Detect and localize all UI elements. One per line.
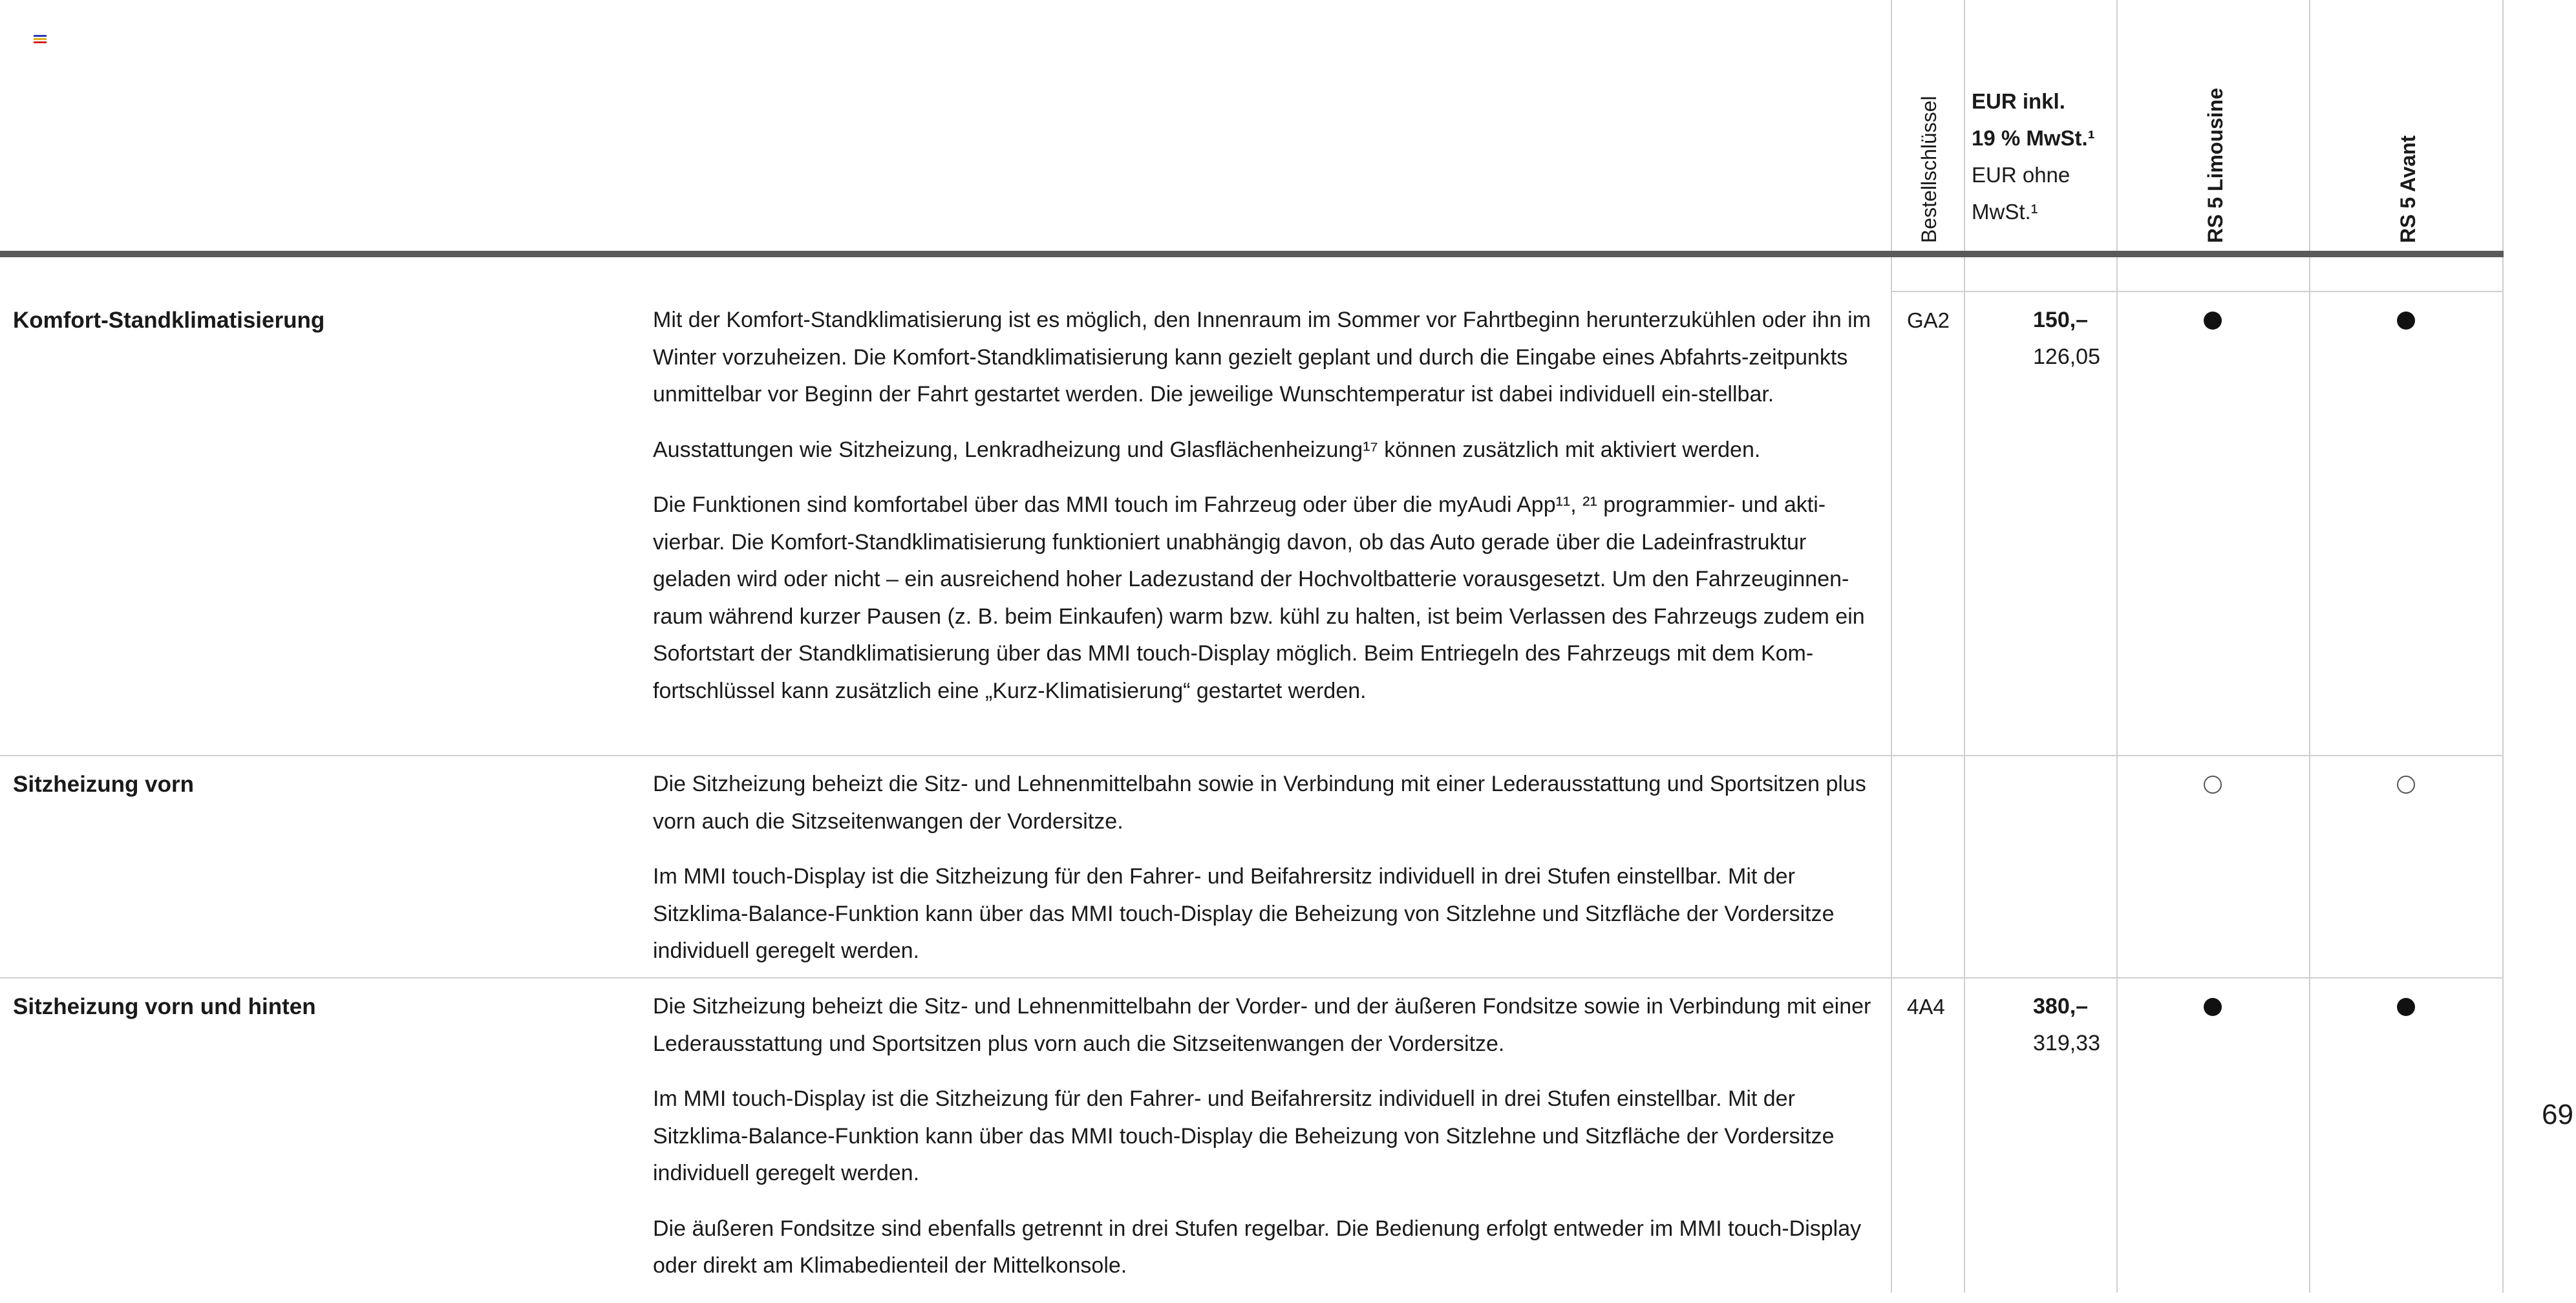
price-gross: 150,– bbox=[2033, 308, 2089, 332]
column-divider bbox=[2309, 0, 2310, 1293]
page-number: 69 bbox=[2542, 1099, 2573, 1130]
availability-limousine-optional-circle-icon bbox=[2204, 776, 2222, 794]
order-code: GA2 bbox=[1907, 308, 1950, 332]
column-header-model-avant: RS 5 Avant bbox=[2396, 135, 2420, 243]
order-code: 4A4 bbox=[1907, 995, 1945, 1019]
price-net-vat-label: MwSt.¹ bbox=[1972, 200, 2038, 224]
column-divider bbox=[2502, 0, 2504, 1293]
feature-description bbox=[653, 988, 1875, 1303]
description-paragraph: Im MMI touch-Display ist die Sitzheizung für den Fahrer- und Beifahrersitz individuell in drei Stufen einstellbar. Mit der Sitzklima-Balance-Funktion kann über das MMI touch-Display die Beheizung von Sitzlehne und Sitzfläche der Vordersitze individuell geregelt werden. bbox=[653, 1086, 1835, 1185]
description-paragraph: Die äußeren Fondsitze sind ebenfalls getrennt in drei Stufen regelbar. Die Bedienung erfolgt entweder im MMI touch-Display oder direkt am Klimabedienteil der Mittelkonsole. bbox=[653, 1216, 1862, 1278]
column-header-model-limousine: RS 5 Limousine bbox=[2204, 87, 2227, 243]
availability-avant-optional-circle-icon bbox=[2397, 776, 2415, 794]
description-paragraph: Die Funktionen sind komfortabel über das MMI touch im Fahrzeug oder über die myAudi App¹¹, ²¹ programmier- und akti-vierbar. Die Komfort-Standklimatisierung funktioniert unabhängig davon, ob das Auto gerade über die Ladeinfrastruktur geladen wird oder nicht – ein ausreichend hoher Ladezustand der Hochvoltbatterie vorausgesetzt. Um den Fahrzeuginnen-raum während kurzer Pausen (z. B. beim Einkaufen) warm bzw. kühl zu halten, ist beim Verlassen des Fahrzeugs zudem ein Sofortstart der Standklimatisierung über das MMI touch-Display möglich. Beim Entriegeln des Fahrzeugs mit dem Kom-fortschlüssel kann zusätzlich eine „Kurz-Klimatisierung“ gestartet werden. bbox=[653, 493, 1865, 703]
column-header-order-code: Bestellschlüssel bbox=[1917, 96, 1941, 243]
price-cell bbox=[1975, 302, 2124, 376]
table-top-rule bbox=[1891, 291, 2504, 292]
german-flag-icon bbox=[34, 35, 47, 44]
price-net-label: EUR ohne bbox=[1972, 163, 2070, 187]
feature-name: Komfort-Standklimatisierung bbox=[13, 308, 325, 333]
description-paragraph: Im MMI touch-Display ist die Sitzheizung für den Fahrer- und Beifahrersitz individuell in drei Stufen einstellbar. Mit der Sitzklima-Balance-Funktion kann über das MMI touch-Display die Beheizung von Sitzlehne und Sitzfläche der Vordersitze individuell geregelt werden. bbox=[653, 864, 1835, 963]
description-paragraph: Die Sitzheizung beheizt die Sitz- und Lehnenmittelbahn sowie in Verbindung mit einer Lederausstattung und Sportsitzen plus vorn auch die Sitzseitenwangen der Vordersitze. bbox=[653, 772, 1866, 834]
header-rule bbox=[0, 251, 2504, 257]
column-divider bbox=[1964, 0, 1965, 1293]
column-divider bbox=[2116, 0, 2118, 1293]
price-gross-label: EUR inkl. bbox=[1972, 89, 2065, 113]
row-divider bbox=[0, 977, 2504, 979]
row-divider bbox=[0, 755, 2504, 756]
description-paragraph: Die Sitzheizung beheizt die Sitz- und Lehnenmittelbahn der Vorder- und der äußeren Fondsitze sowie in Verbindung mit einer Lederausstattung und Sportsitzen plus vorn auch die Sitzseitenwangen der Vordersitze. bbox=[653, 994, 1871, 1056]
price-gross: 380,– bbox=[2033, 994, 2089, 1019]
availability-avant-standard-dot-icon bbox=[2397, 998, 2415, 1016]
availability-avant-standard-dot-icon bbox=[2397, 312, 2415, 330]
price-net: 126,05 bbox=[2033, 344, 2100, 369]
feature-name: Sitzheizung vorn bbox=[13, 772, 194, 797]
column-header-price bbox=[1972, 83, 2095, 230]
description-paragraph: Ausstattungen wie Sitzheizung, Lenkradheizung und Glasflächenheizung¹⁷ können zusätzlich mit aktiviert werden. bbox=[653, 437, 1761, 462]
price-net: 319,33 bbox=[2033, 1031, 2100, 1055]
price-gross-vat-label: 19 % MwSt.¹ bbox=[1972, 126, 2095, 150]
availability-limousine-standard-dot-icon bbox=[2204, 312, 2222, 330]
availability-limousine-standard-dot-icon bbox=[2204, 998, 2222, 1016]
description-paragraph: Mit der Komfort-Standklimatisierung ist es möglich, den Innenraum im Sommer vor Fahrtbeginn herunterzukühlen oder ihn im Winter vorzuheizen. Die Komfort-Standklimatisierung kann gezielt geplant und durch die Eingabe eines Abfahrts-zeitpunkts unmittelbar vor Beginn der Fahrt gestartet werden. Die jeweilige Wunschtemperatur ist dabei individuell ein-stellbar. bbox=[653, 308, 1871, 407]
price-cell bbox=[1975, 988, 2124, 1062]
column-divider bbox=[1891, 0, 1892, 1293]
feature-description bbox=[653, 766, 1875, 988]
feature-description bbox=[653, 302, 1875, 728]
feature-name: Sitzheizung vorn und hinten bbox=[13, 994, 316, 1019]
